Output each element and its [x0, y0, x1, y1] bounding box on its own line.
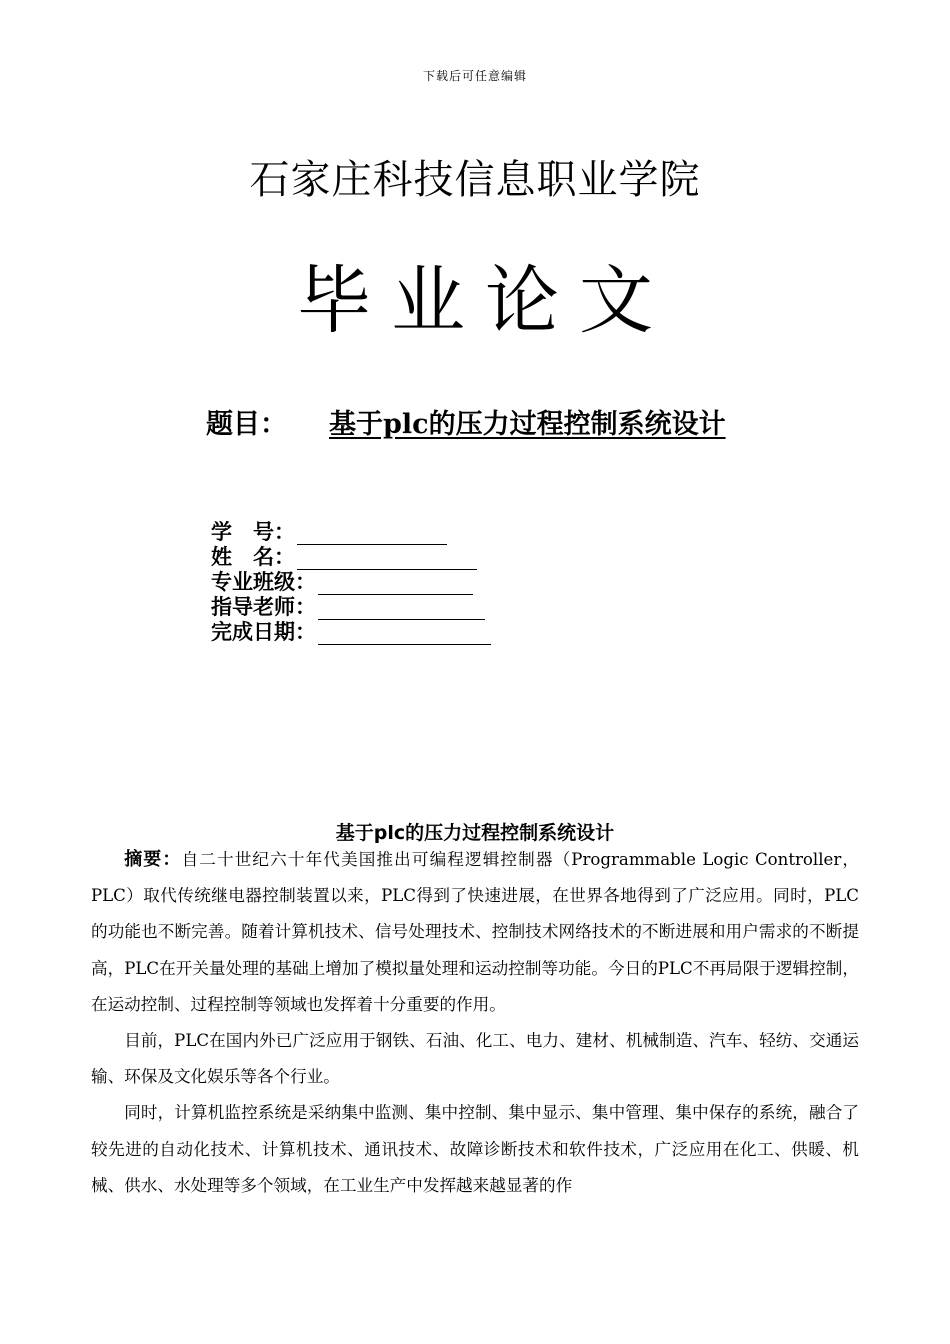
- student-id-blank[interactable]: [297, 524, 447, 545]
- abstract-body: [91, 842, 859, 1204]
- student-id-row: [211, 520, 491, 545]
- advisor-blank[interactable]: [318, 599, 485, 620]
- class-blank[interactable]: [318, 574, 473, 595]
- advisor-row: [211, 595, 491, 620]
- student-name-blank[interactable]: [297, 549, 477, 570]
- class-row: [211, 570, 491, 595]
- body-paragraph-2: 目前，PLC在国内外已广泛应用于钢铁、石油、化工、电力、建材、机械制造、汽车、轻纺、交通运输、环保及文化娱乐等各个行业。: [91, 1031, 859, 1087]
- document-type-title: 毕业论文: [297, 258, 673, 344]
- student-id-label: 学 号：: [211, 520, 295, 544]
- body-paragraph-3: 同时，计算机监控系统是采纳集中监测、集中控制、集中显示、集中管理、集中保存的系统，融合了较先进的自动化技术、计算机技术、通讯技术、故障诊断技术和软件技术，广泛应用在化工、供暖、机械、供水、水处理等多个领域，在工业生产中发挥越来越显著的作: [91, 1103, 859, 1195]
- date-blank[interactable]: [318, 624, 491, 645]
- topic-row: [206, 402, 726, 441]
- abstract-label: 摘要：: [124, 849, 182, 870]
- abstract-title: 基于plc的压力过程控制系统设计: [335, 822, 615, 844]
- student-info-block: [211, 520, 491, 645]
- student-name-row: [211, 545, 491, 570]
- topic-label: 题目：: [206, 409, 287, 440]
- class-label: 专业班级：: [211, 570, 316, 594]
- abstract-paragraph: [91, 842, 859, 1023]
- date-label: 完成日期：: [211, 620, 316, 644]
- header-note: 下载后可任意编辑: [422, 69, 527, 83]
- college-name: 石家庄科技信息职业学院: [249, 157, 701, 203]
- abstract-paragraph-1-text: 自二十世纪六十年代美国推出可编程逻辑控制器（Programmable Logic Controller，PLC）取代传统继电器控制装置以来，PLC得到了快速进展，在世界各地得到了广泛应用。同时，PLC的功能也不断完善。随着计算机技术、信号处理技术、控制技术网络技术的不断进展和用户需求的不断提高，PLC在开关量处理的基础上增加了模拟量处理和运动控制等功能。今日的PLC不再局限于逻辑控制，在运动控制、过程控制等领域也发挥着十分重要的作用。: [91, 850, 860, 1014]
- student-name-label: 姓 名：: [211, 545, 295, 569]
- date-row: [211, 620, 491, 645]
- topic-value: 基于plc的压力过程控制系统设计: [329, 409, 726, 440]
- advisor-label: 指导老师：: [211, 595, 316, 619]
